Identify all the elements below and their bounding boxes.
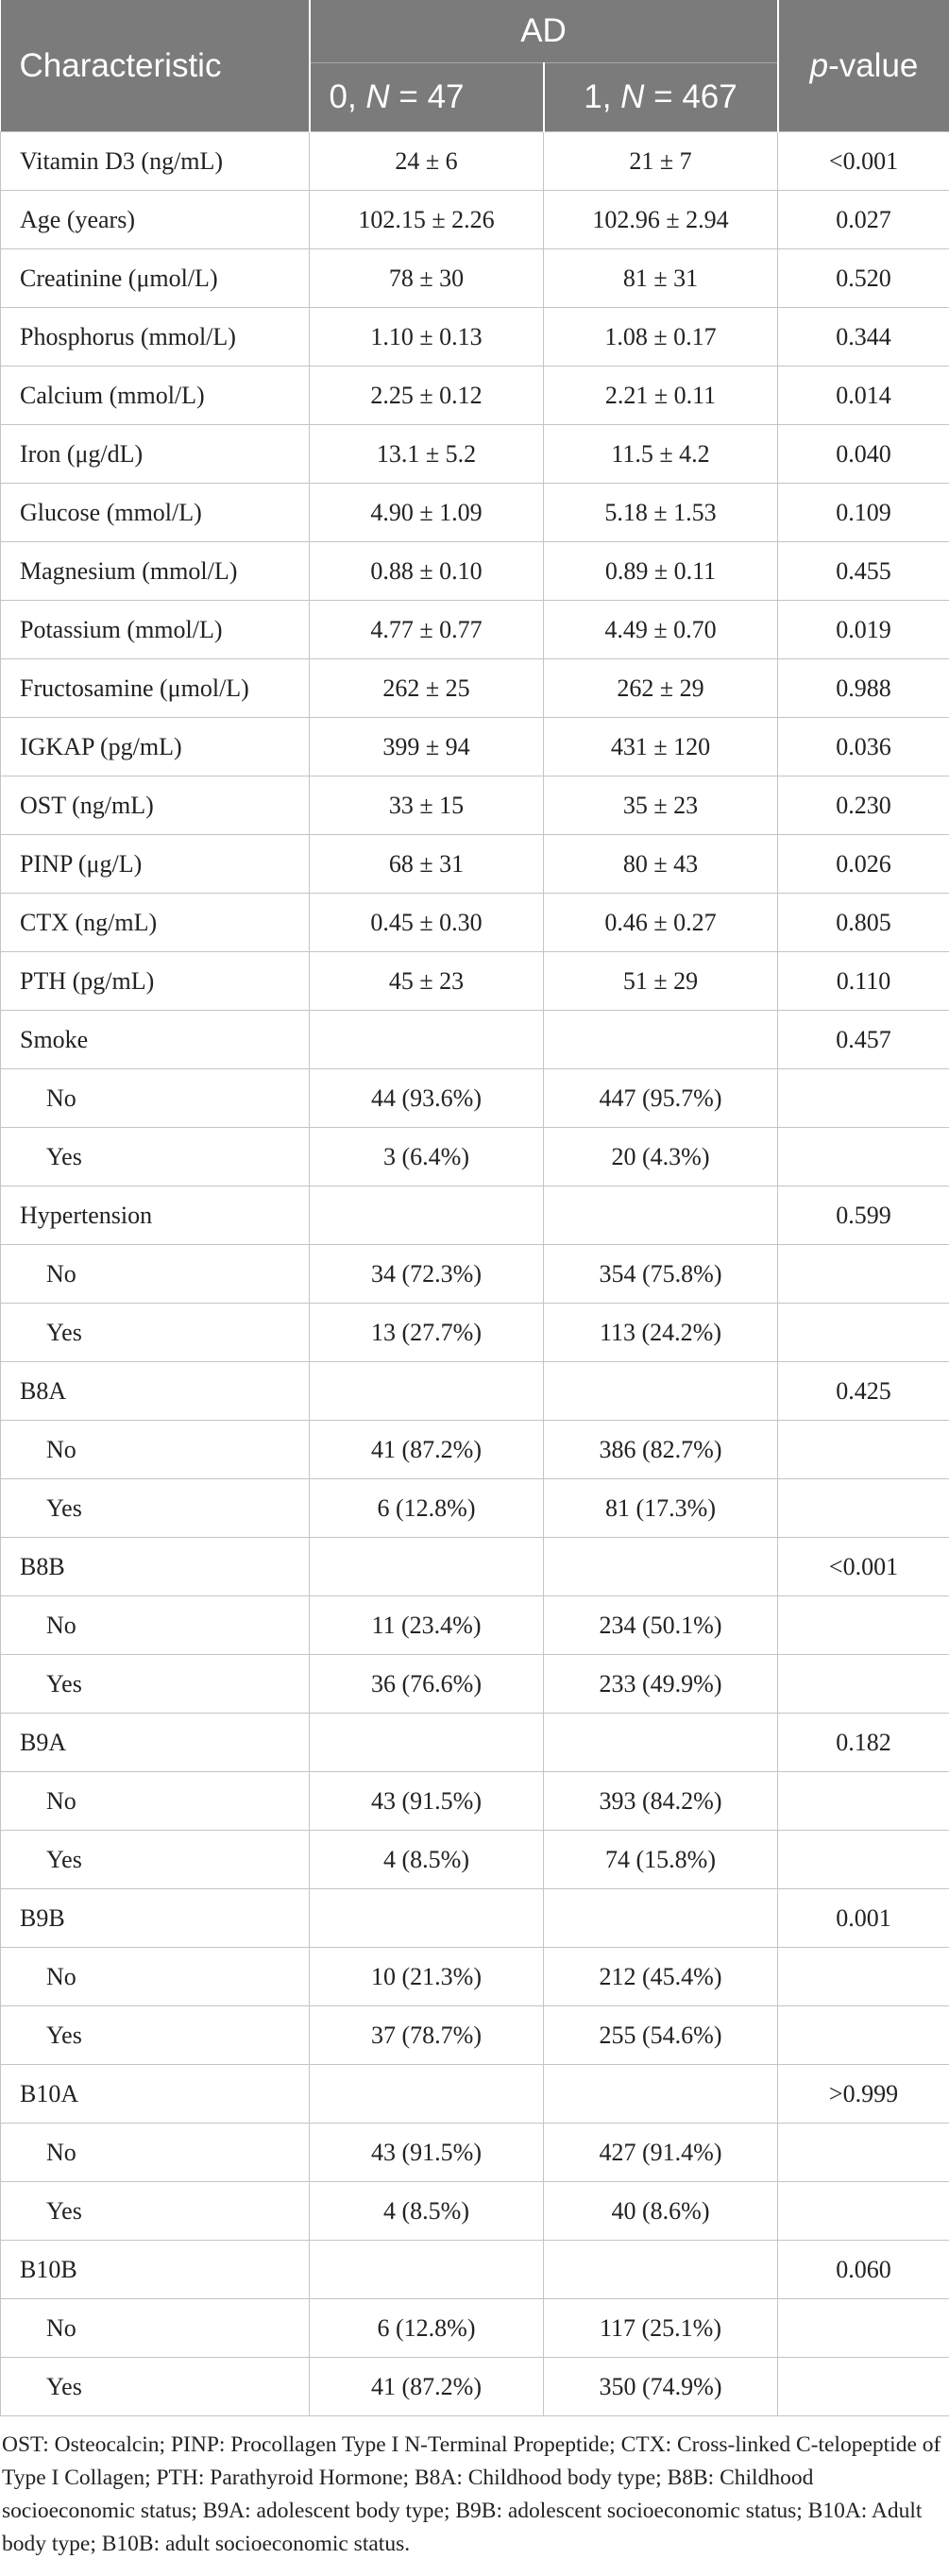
cell-ad-1: 4.49 ± 0.70 bbox=[544, 601, 778, 659]
cell-ad-1 bbox=[544, 1889, 778, 1948]
table-header bbox=[1, 0, 949, 132]
row-label: Magnesium (mmol/L) bbox=[1, 542, 310, 601]
cell-ad-0: 4 (8.5%) bbox=[310, 1831, 544, 1889]
row-label: B9A bbox=[1, 1714, 310, 1772]
row-label: Iron (μg/dL) bbox=[1, 425, 310, 484]
table-body bbox=[1, 132, 949, 2416]
table-row bbox=[1, 1655, 949, 1714]
cell-ad-0: 41 (87.2%) bbox=[310, 1421, 544, 1479]
cell-p-value: 0.109 bbox=[778, 484, 949, 542]
cell-p-value bbox=[778, 1304, 949, 1362]
cell-ad-0: 11 (23.4%) bbox=[310, 1596, 544, 1655]
row-label: No bbox=[1, 1245, 310, 1304]
cell-ad-1 bbox=[544, 1011, 778, 1069]
cell-ad-1: 255 (54.6%) bbox=[544, 2006, 778, 2065]
cell-ad-1 bbox=[544, 2065, 778, 2124]
table-row bbox=[1, 2182, 949, 2241]
row-label: Glucose (mmol/L) bbox=[1, 484, 310, 542]
table-row bbox=[1, 1479, 949, 1538]
table-row bbox=[1, 2358, 949, 2416]
cell-ad-0: 262 ± 25 bbox=[310, 659, 544, 718]
table-row bbox=[1, 1304, 949, 1362]
header-p-rest: -value bbox=[828, 46, 919, 84]
cell-p-value: 0.988 bbox=[778, 659, 949, 718]
cell-p-value: 0.027 bbox=[778, 191, 949, 249]
table-row bbox=[1, 1362, 949, 1421]
cell-ad-0: 10 (21.3%) bbox=[310, 1948, 544, 2006]
cell-p-value: 0.457 bbox=[778, 1011, 949, 1069]
table-row bbox=[1, 2124, 949, 2182]
cell-ad-1: 212 (45.4%) bbox=[544, 1948, 778, 2006]
row-label: IGKAP (pg/mL) bbox=[1, 718, 310, 776]
cell-p-value: 0.455 bbox=[778, 542, 949, 601]
cell-ad-0: 68 ± 31 bbox=[310, 835, 544, 894]
cell-p-value bbox=[778, 1831, 949, 1889]
cell-p-value: 0.060 bbox=[778, 2241, 949, 2299]
cell-p-value: 0.425 bbox=[778, 1362, 949, 1421]
row-label: Yes bbox=[1, 1655, 310, 1714]
row-label: No bbox=[1, 2299, 310, 2358]
cell-ad-0 bbox=[310, 1889, 544, 1948]
row-label: Age (years) bbox=[1, 191, 310, 249]
cell-ad-1: 0.46 ± 0.27 bbox=[544, 894, 778, 952]
cell-p-value: >0.999 bbox=[778, 2065, 949, 2124]
row-label: B9B bbox=[1, 1889, 310, 1948]
cell-p-value: 0.014 bbox=[778, 367, 949, 425]
cell-ad-1: 386 (82.7%) bbox=[544, 1421, 778, 1479]
cell-p-value: 0.344 bbox=[778, 308, 949, 367]
cell-ad-1: 2.21 ± 0.11 bbox=[544, 367, 778, 425]
cell-ad-1: 350 (74.9%) bbox=[544, 2358, 778, 2416]
row-label: Yes bbox=[1, 2006, 310, 2065]
header-ad-group: AD bbox=[310, 0, 778, 63]
row-label: No bbox=[1, 1421, 310, 1479]
cell-p-value: 0.036 bbox=[778, 718, 949, 776]
cell-ad-0 bbox=[310, 1011, 544, 1069]
cell-ad-0: 399 ± 94 bbox=[310, 718, 544, 776]
cell-ad-0: 0.45 ± 0.30 bbox=[310, 894, 544, 952]
cell-ad-1: 431 ± 120 bbox=[544, 718, 778, 776]
table-row bbox=[1, 132, 949, 191]
table-row bbox=[1, 191, 949, 249]
cell-ad-1: 51 ± 29 bbox=[544, 952, 778, 1011]
cell-ad-0 bbox=[310, 2065, 544, 2124]
table-row bbox=[1, 835, 949, 894]
cell-ad-0: 33 ± 15 bbox=[310, 776, 544, 835]
row-label: PTH (pg/mL) bbox=[1, 952, 310, 1011]
cell-ad-0: 2.25 ± 0.12 bbox=[310, 367, 544, 425]
table-row bbox=[1, 1889, 949, 1948]
row-label: B8B bbox=[1, 1538, 310, 1596]
row-label: B10B bbox=[1, 2241, 310, 2299]
table-row bbox=[1, 952, 949, 1011]
cell-ad-0: 6 (12.8%) bbox=[310, 2299, 544, 2358]
table-row bbox=[1, 2299, 949, 2358]
table-row bbox=[1, 1421, 949, 1479]
cell-ad-0: 0.88 ± 0.10 bbox=[310, 542, 544, 601]
cell-ad-1: 427 (91.4%) bbox=[544, 2124, 778, 2182]
cell-ad-0: 37 (78.7%) bbox=[310, 2006, 544, 2065]
row-label: Fructosamine (μmol/L) bbox=[1, 659, 310, 718]
table-row bbox=[1, 425, 949, 484]
row-label: Yes bbox=[1, 1831, 310, 1889]
row-label: Calcium (mmol/L) bbox=[1, 367, 310, 425]
cell-ad-1: 81 ± 31 bbox=[544, 249, 778, 308]
table-row bbox=[1, 249, 949, 308]
cell-ad-0 bbox=[310, 2241, 544, 2299]
cell-ad-1 bbox=[544, 1538, 778, 1596]
cell-p-value bbox=[778, 2124, 949, 2182]
row-label: Phosphorus (mmol/L) bbox=[1, 308, 310, 367]
cell-ad-0: 13.1 ± 5.2 bbox=[310, 425, 544, 484]
cell-ad-1: 0.89 ± 0.11 bbox=[544, 542, 778, 601]
cell-p-value: <0.001 bbox=[778, 1538, 949, 1596]
cell-ad-1: 20 (4.3%) bbox=[544, 1128, 778, 1186]
cell-ad-0: 41 (87.2%) bbox=[310, 2358, 544, 2416]
row-label: Vitamin D3 (ng/mL) bbox=[1, 132, 310, 191]
table-row bbox=[1, 308, 949, 367]
cell-ad-0: 24 ± 6 bbox=[310, 132, 544, 191]
cell-p-value bbox=[778, 2299, 949, 2358]
table-row bbox=[1, 1245, 949, 1304]
cell-ad-1: 35 ± 23 bbox=[544, 776, 778, 835]
cell-ad-1 bbox=[544, 1714, 778, 1772]
table-row bbox=[1, 1011, 949, 1069]
row-label: Yes bbox=[1, 1128, 310, 1186]
table-row bbox=[1, 1069, 949, 1128]
row-label: Yes bbox=[1, 2358, 310, 2416]
cell-ad-1: 1.08 ± 0.17 bbox=[544, 308, 778, 367]
cell-p-value: 0.110 bbox=[778, 952, 949, 1011]
cell-p-value bbox=[778, 1069, 949, 1128]
table-row bbox=[1, 484, 949, 542]
table-row bbox=[1, 1948, 949, 2006]
cell-ad-1: 102.96 ± 2.94 bbox=[544, 191, 778, 249]
cell-ad-0: 13 (27.7%) bbox=[310, 1304, 544, 1362]
cell-ad-1: 447 (95.7%) bbox=[544, 1069, 778, 1128]
cell-p-value: 0.040 bbox=[778, 425, 949, 484]
table-row bbox=[1, 2065, 949, 2124]
cell-ad-1: 113 (24.2%) bbox=[544, 1304, 778, 1362]
cell-p-value: 0.019 bbox=[778, 601, 949, 659]
cell-ad-1: 393 (84.2%) bbox=[544, 1772, 778, 1831]
table-row bbox=[1, 1186, 949, 1245]
cell-p-value bbox=[778, 1772, 949, 1831]
cell-p-value bbox=[778, 1421, 949, 1479]
cell-ad-1: 354 (75.8%) bbox=[544, 1245, 778, 1304]
cell-ad-0: 3 (6.4%) bbox=[310, 1128, 544, 1186]
cell-p-value bbox=[778, 2182, 949, 2241]
cell-p-value bbox=[778, 1245, 949, 1304]
row-label: Yes bbox=[1, 2182, 310, 2241]
cell-ad-1 bbox=[544, 1186, 778, 1245]
cell-ad-1: 21 ± 7 bbox=[544, 132, 778, 191]
row-label: Creatinine (μmol/L) bbox=[1, 249, 310, 308]
row-label: No bbox=[1, 1948, 310, 2006]
cell-ad-0: 4.77 ± 0.77 bbox=[310, 601, 544, 659]
cell-p-value bbox=[778, 2358, 949, 2416]
table-footnote: OST: Osteocalcin; PINP: Procollagen Type I N-Terminal Propeptide; CTX: Cross-linked C-telopeptide of Type I Collagen; PTH: Parathyroid Hormone; B8A: Childhood body type; B8B: Childhood socioeconomic status; B9A: adolescent body type; B9B: adolescent socioeconomic status; B10A: Adult body type; B10B: adult socioeconomic status. bbox=[2, 2432, 941, 2556]
cell-p-value: 0.026 bbox=[778, 835, 949, 894]
row-label: No bbox=[1, 1069, 310, 1128]
cell-ad-1: 81 (17.3%) bbox=[544, 1479, 778, 1538]
header-ad-1: 1, N = 467 bbox=[544, 63, 778, 132]
cell-ad-1: 117 (25.1%) bbox=[544, 2299, 778, 2358]
table-row bbox=[1, 367, 949, 425]
cell-ad-0: 4 (8.5%) bbox=[310, 2182, 544, 2241]
table-row bbox=[1, 894, 949, 952]
cell-ad-1: 40 (8.6%) bbox=[544, 2182, 778, 2241]
header-p-italic: p bbox=[809, 46, 829, 84]
row-label: Potassium (mmol/L) bbox=[1, 601, 310, 659]
cell-ad-1: 80 ± 43 bbox=[544, 835, 778, 894]
cell-ad-1: 233 (49.9%) bbox=[544, 1655, 778, 1714]
table-row bbox=[1, 1772, 949, 1831]
header-characteristic: Characteristic bbox=[1, 0, 310, 132]
cell-ad-0: 36 (76.6%) bbox=[310, 1655, 544, 1714]
table-row bbox=[1, 776, 949, 835]
row-label: CTX (ng/mL) bbox=[1, 894, 310, 952]
table-row bbox=[1, 1538, 949, 1596]
cell-ad-1: 262 ± 29 bbox=[544, 659, 778, 718]
cell-p-value bbox=[778, 1128, 949, 1186]
cell-ad-0: 45 ± 23 bbox=[310, 952, 544, 1011]
cell-ad-0: 6 (12.8%) bbox=[310, 1479, 544, 1538]
cell-ad-0: 1.10 ± 0.13 bbox=[310, 308, 544, 367]
cell-ad-0 bbox=[310, 1186, 544, 1245]
header-p-value bbox=[778, 0, 949, 132]
cell-p-value bbox=[778, 1655, 949, 1714]
cell-p-value bbox=[778, 1596, 949, 1655]
cell-ad-0: 43 (91.5%) bbox=[310, 2124, 544, 2182]
table-row bbox=[1, 1714, 949, 1772]
cell-p-value: <0.001 bbox=[778, 132, 949, 191]
cell-p-value bbox=[778, 2006, 949, 2065]
cell-ad-1: 11.5 ± 4.2 bbox=[544, 425, 778, 484]
row-label: Smoke bbox=[1, 1011, 310, 1069]
cell-ad-0: 34 (72.3%) bbox=[310, 1245, 544, 1304]
cell-ad-0 bbox=[310, 1538, 544, 1596]
cell-p-value: 0.805 bbox=[778, 894, 949, 952]
row-label: PINP (μg/L) bbox=[1, 835, 310, 894]
cell-ad-0: 78 ± 30 bbox=[310, 249, 544, 308]
cell-p-value: 0.520 bbox=[778, 249, 949, 308]
cell-p-value bbox=[778, 1479, 949, 1538]
cell-ad-1 bbox=[544, 1362, 778, 1421]
cell-ad-0 bbox=[310, 1714, 544, 1772]
table-row bbox=[1, 718, 949, 776]
row-label: Yes bbox=[1, 1304, 310, 1362]
cell-p-value: 0.599 bbox=[778, 1186, 949, 1245]
table-row bbox=[1, 2006, 949, 2065]
cell-ad-0 bbox=[310, 1362, 544, 1421]
row-label: Yes bbox=[1, 1479, 310, 1538]
row-label: No bbox=[1, 2124, 310, 2182]
cell-ad-1: 74 (15.8%) bbox=[544, 1831, 778, 1889]
row-label: B10A bbox=[1, 2065, 310, 2124]
cell-p-value: 0.001 bbox=[778, 1889, 949, 1948]
cell-ad-0: 4.90 ± 1.09 bbox=[310, 484, 544, 542]
cell-p-value bbox=[778, 1948, 949, 2006]
row-label: No bbox=[1, 1772, 310, 1831]
table-row bbox=[1, 601, 949, 659]
cell-p-value: 0.230 bbox=[778, 776, 949, 835]
table-row bbox=[1, 1831, 949, 1889]
cell-p-value: 0.182 bbox=[778, 1714, 949, 1772]
cell-ad-0: 43 (91.5%) bbox=[310, 1772, 544, 1831]
table-row bbox=[1, 1596, 949, 1655]
cell-ad-1: 234 (50.1%) bbox=[544, 1596, 778, 1655]
row-label: B8A bbox=[1, 1362, 310, 1421]
row-label: Hypertension bbox=[1, 1186, 310, 1245]
table-row bbox=[1, 542, 949, 601]
row-label: OST (ng/mL) bbox=[1, 776, 310, 835]
cell-ad-1: 5.18 ± 1.53 bbox=[544, 484, 778, 542]
table-row bbox=[1, 659, 949, 718]
table-row bbox=[1, 2241, 949, 2299]
cell-ad-0: 44 (93.6%) bbox=[310, 1069, 544, 1128]
cell-ad-1 bbox=[544, 2241, 778, 2299]
table-row bbox=[1, 1128, 949, 1186]
cell-ad-0: 102.15 ± 2.26 bbox=[310, 191, 544, 249]
header-ad-0: 0, N = 47 bbox=[310, 63, 544, 132]
row-label: No bbox=[1, 1596, 310, 1655]
